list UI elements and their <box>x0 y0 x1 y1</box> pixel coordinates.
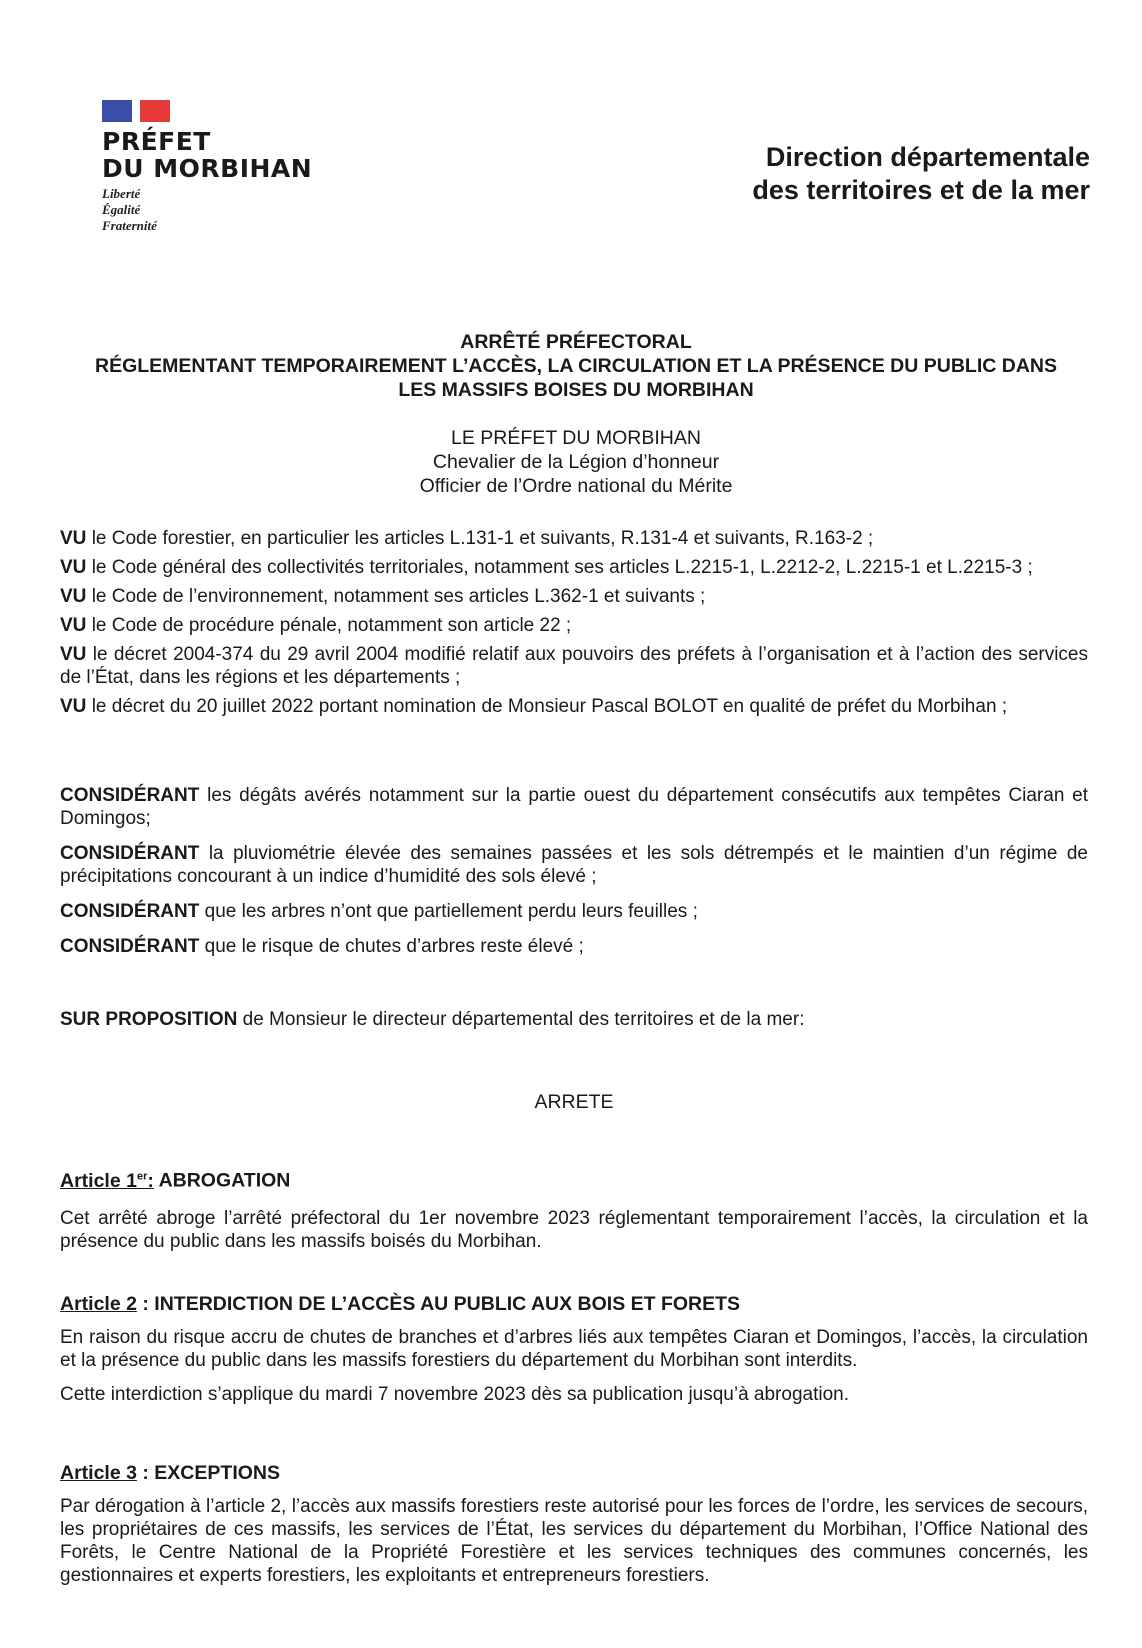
considerant-item <box>60 900 1088 923</box>
article-2-body <box>60 1326 1088 1417</box>
article-1-paragraph: Cet arrêté abroge l’arrêté préfectoral du 1er novembre 2023 réglementant temporairement l’accès, la circulation et la présence du public dans les massifs boisés du Morbihan. <box>60 1208 1088 1252</box>
article-3-heading: EXCEPTIONS <box>154 1462 280 1484</box>
considerant-item <box>60 784 1088 830</box>
direction-line1: Direction départementale <box>765 142 1090 172</box>
vu-label: VU <box>60 615 87 636</box>
vu-label: VU <box>60 528 87 549</box>
vu-text: le Code général des collectivités territoriales, notamment ses articles L.2215-1, L.2212-2, L.2215-1 et L.2215-3 ; <box>91 557 1033 578</box>
vu-item <box>60 527 1088 550</box>
vu-item <box>60 556 1088 579</box>
vu-text: le Code de l’environnement, notamment ses articles L.362-1 et suivants ; <box>91 586 706 607</box>
vu-text: le décret 2004-374 du 29 avril 2004 modifié relatif aux pouvoirs des préfets à l’organisation et à l’action des services de l’État, dans les régions et les départements ; <box>60 644 1088 688</box>
direction-line2: des territoires et de la mer <box>752 175 1090 205</box>
title-line2: RÉGLEMENTANT TEMPORAIREMENT L’ACCÈS, LA CIRCULATION ET LA PRÉSENCE DU PUBLIC DANS <box>94 355 1057 377</box>
considerant-item <box>60 935 1088 958</box>
vu-label: VU <box>60 696 87 717</box>
considerant-text: la pluviométrie élevée des semaines passées et les sols détrempés et le maintien d’un régime de précipitations concourant à un indice d’humidité des sols élevé ; <box>60 843 1088 887</box>
sur-proposition <box>60 1008 1088 1031</box>
considerant-text: les dégâts avérés notamment sur la partie ouest du département consécutifs aux tempêtes Ciaran et Domingos; <box>60 785 1089 829</box>
vu-text: le Code de procédure pénale, notamment son article 22 ; <box>91 615 572 636</box>
considerant-text: que le risque de chutes d’arbres reste élevé ; <box>204 936 584 957</box>
prefet-title-line3: Officier de l’Ordre national du Mérite <box>419 475 733 497</box>
considerant-section <box>60 784 1088 970</box>
vu-text: le décret du 20 juillet 2022 portant nomination de Monsieur Pascal BOLOT en qualité de préfet du Morbihan ; <box>91 696 1008 717</box>
sur-proposition-text: de Monsieur le directeur départemental des territoires et de la mer: <box>242 1009 805 1030</box>
prefet-title-line1: LE PRÉFET DU MORBIHAN <box>451 427 701 449</box>
prefet-title-line2: Chevalier de la Légion d’honneur <box>432 451 720 473</box>
devise-liberte: Liberté <box>102 186 141 201</box>
marianne-flag-icon <box>102 100 170 122</box>
considerant-label: CONSIDÉRANT <box>60 901 200 922</box>
article-3-sep: : <box>136 1462 149 1484</box>
vu-label: VU <box>60 557 87 578</box>
vu-section <box>60 527 1088 724</box>
vu-text: le Code forestier, en particulier les articles L.131-1 et suivants, R.131-4 et suivants, R.163-2 ; <box>91 528 874 549</box>
article-1-sep: : <box>147 1169 154 1192</box>
vu-item <box>60 695 1088 718</box>
article-2-heading: INTERDICTION DE L’ACCÈS AU PUBLIC AUX BOIS ET FORETS <box>154 1293 741 1315</box>
vu-item <box>60 643 1088 689</box>
article-2-sep: : <box>136 1293 149 1315</box>
vu-item <box>60 614 1088 637</box>
direction-heading <box>752 141 1090 207</box>
prefet-line2: DU MORBIHAN <box>102 154 313 183</box>
vu-item <box>60 585 1088 608</box>
article-1-body <box>60 1207 1088 1253</box>
article-1-heading: ABROGATION <box>158 1169 291 1192</box>
prefet-name <box>102 128 312 182</box>
article-3-num: Article 3 <box>60 1462 137 1484</box>
prefet-logo <box>102 100 312 234</box>
arrete-heading: ARRETE <box>534 1091 614 1113</box>
article-3-paragraph: Par dérogation à l’article 2, l’accès aux massifs forestiers reste autorisé pour les forces de l’ordre, les services de secours, les propriétaires de ces massifs, les services de l’État, les services du département du Morbihan, l’Office National des Forêts, le Centre National de la Propriété Forestière et les services techniques des communes concernés, les gestionnaires et experts forestiers, les exploitants et entrepreneurs forestiers. <box>60 1496 1088 1586</box>
title-line1: ARRÊTÉ PRÉFECTORAL <box>460 331 692 353</box>
considerant-text: que les arbres n’ont que partiellement perdu leurs feuilles ; <box>204 901 698 922</box>
article-3-title <box>60 1461 280 1485</box>
article-2-title <box>60 1292 740 1316</box>
article-2-num: Article 2 <box>60 1293 137 1315</box>
prefet-line1: PRÉFET <box>102 127 211 156</box>
prefet-titles <box>60 426 1092 498</box>
considerant-label: CONSIDÉRANT <box>60 843 200 864</box>
article-2-paragraph: En raison du risque accru de chutes de branches et d’arbres liés aux tempêtes Ciaran et Domingos, l’accès, la circulation et la présence du public dans les massifs forestiers du département du Morbihan sont interdits. <box>60 1327 1088 1371</box>
vu-label: VU <box>60 586 87 607</box>
devise <box>102 186 312 234</box>
article-3-body <box>60 1495 1088 1587</box>
considerant-item <box>60 842 1088 888</box>
sur-proposition-label: SUR PROPOSITION <box>60 1009 238 1030</box>
article-2-paragraph: Cette interdiction s’applique du mardi 7 novembre 2023 dès sa publication jusqu’à abrogation. <box>60 1384 850 1405</box>
vu-label: VU <box>60 644 87 665</box>
article-1-num: Article 1 <box>60 1169 137 1192</box>
document-title <box>60 330 1092 402</box>
devise-fraternite: Fraternité <box>102 218 157 233</box>
devise-egalite: Égalité <box>102 202 141 217</box>
title-line3: LES MASSIFS BOISES DU MORBIHAN <box>398 379 754 401</box>
considerant-label: CONSIDÉRANT <box>60 936 200 957</box>
article-1-title <box>60 1164 290 1193</box>
considerant-label: CONSIDÉRANT <box>60 785 200 806</box>
article-1-sup: er <box>136 1170 148 1182</box>
